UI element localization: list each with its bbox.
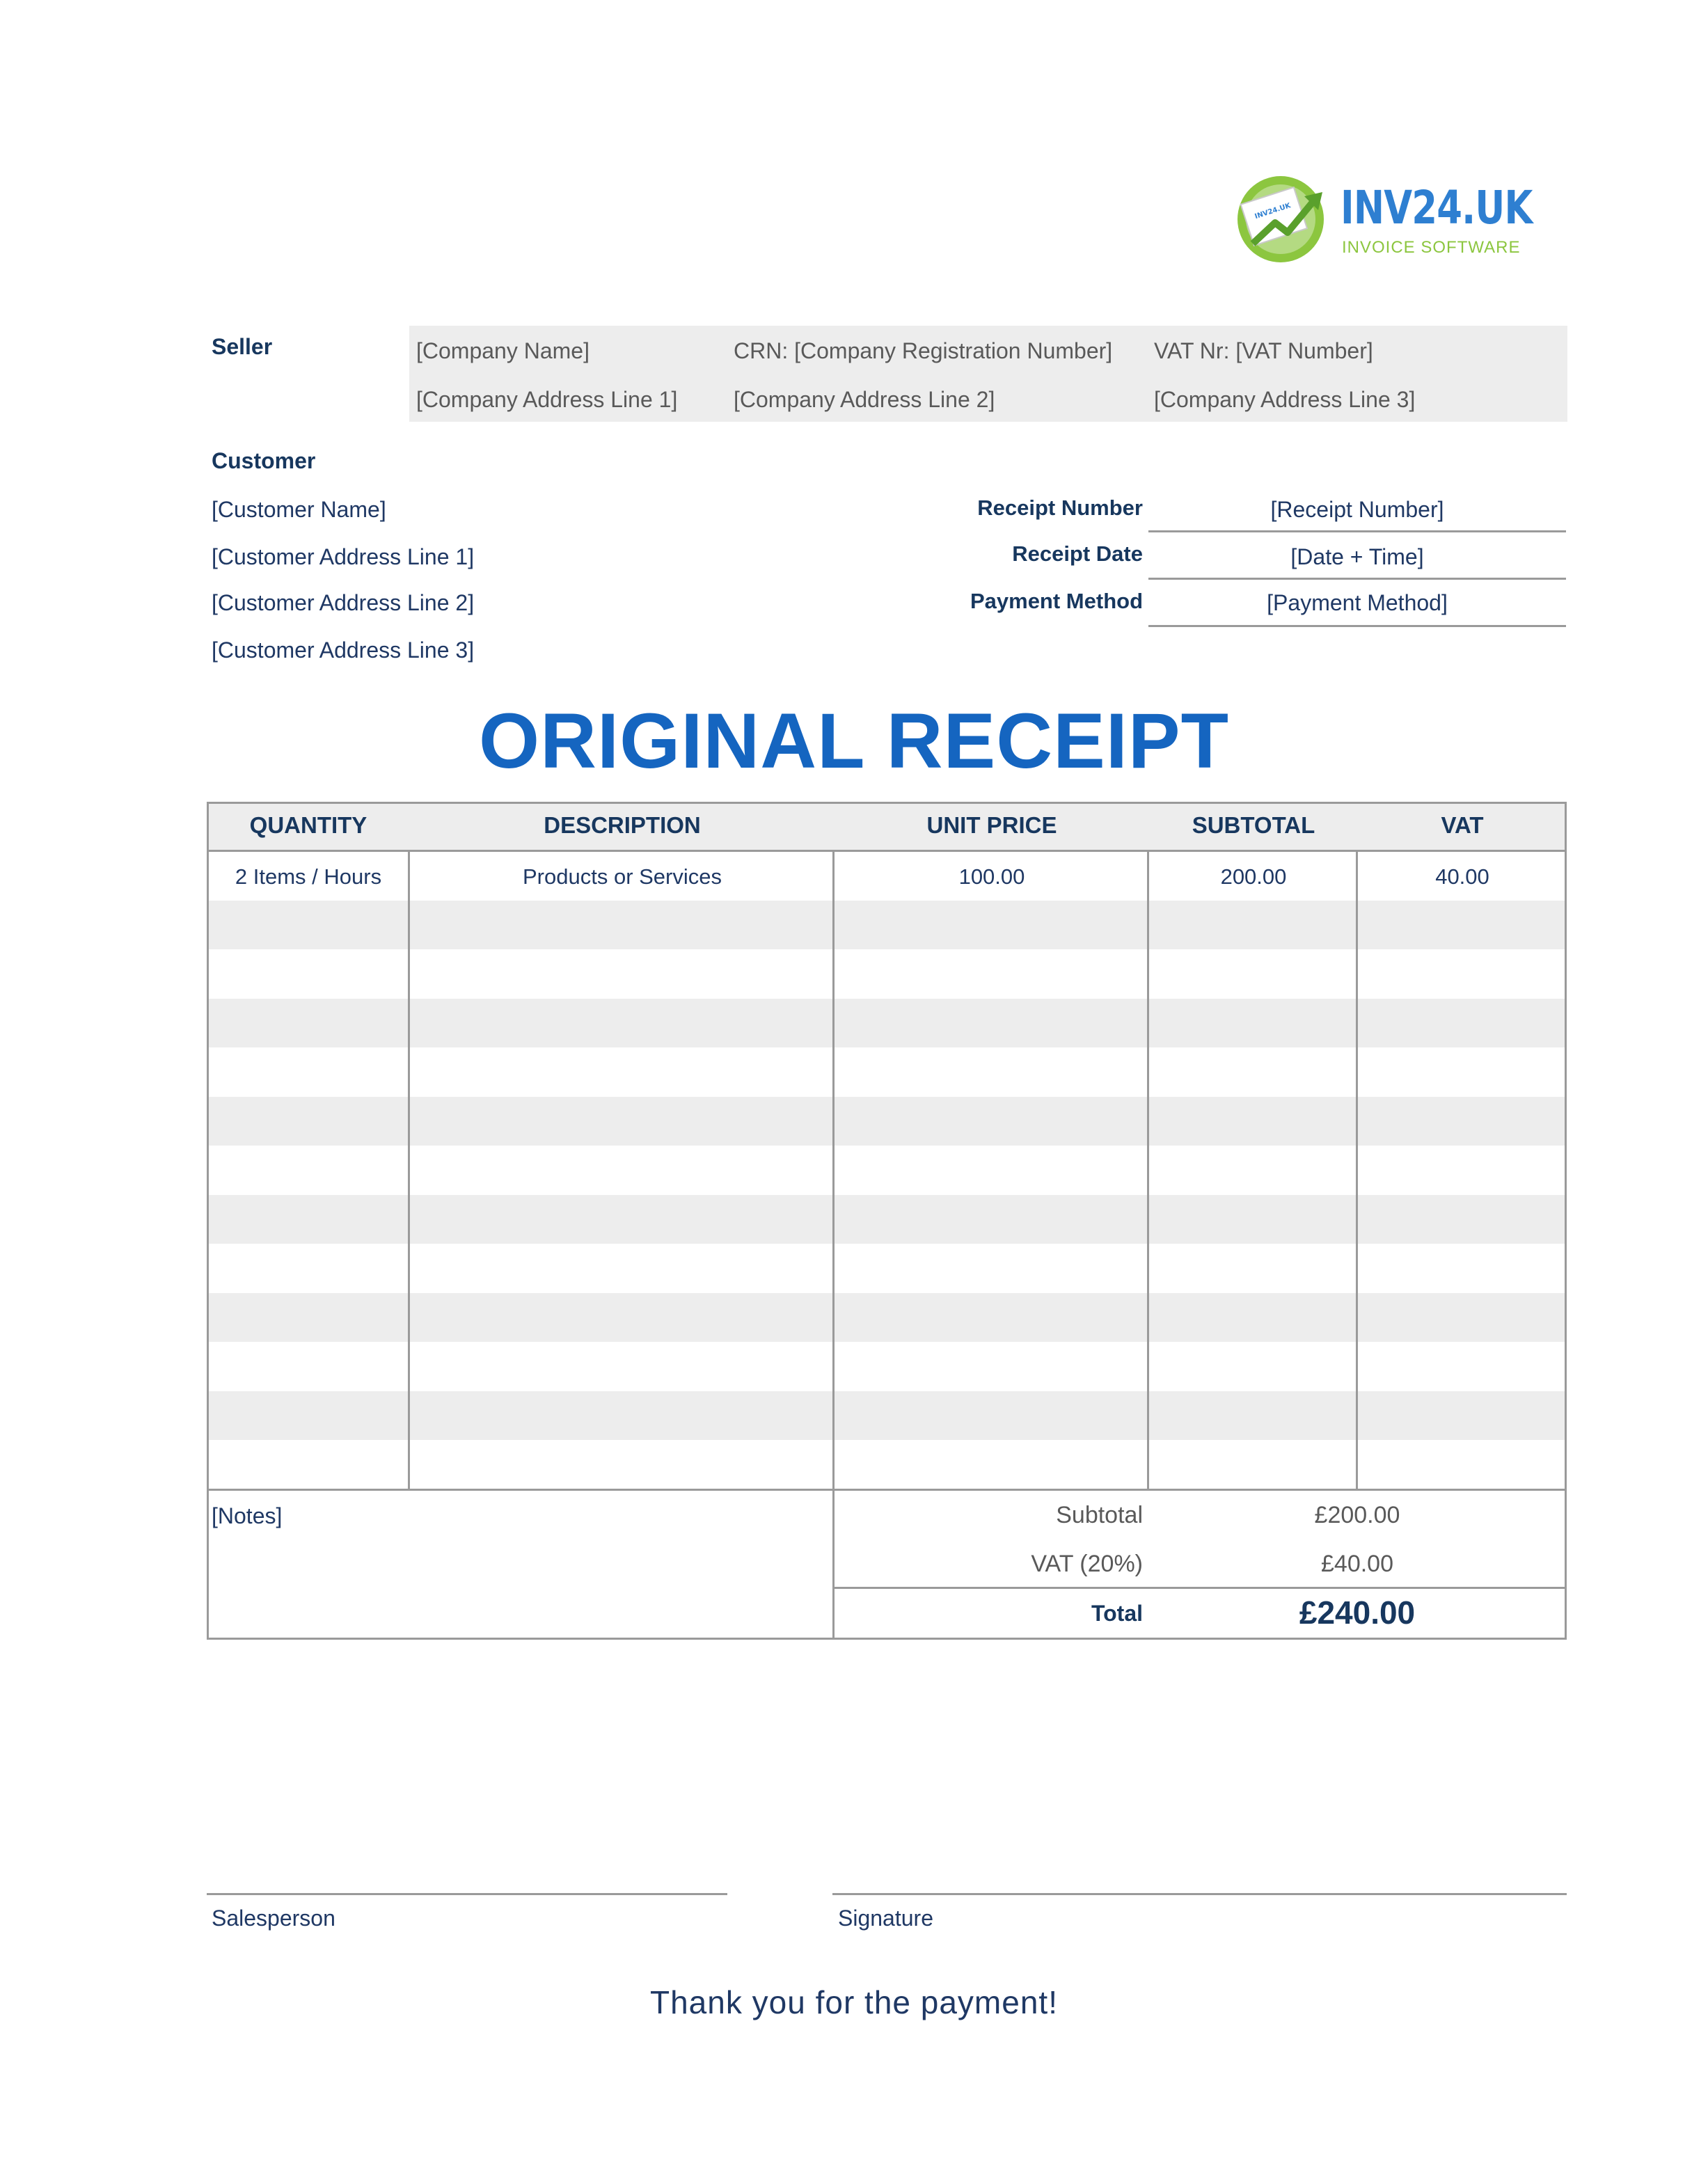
total-divider (832, 1587, 1567, 1589)
column-divider (1147, 850, 1149, 1490)
logo-icon (1232, 174, 1336, 264)
payment-method-label: Payment Method (970, 589, 1143, 613)
salesperson-line (207, 1893, 727, 1895)
column-divider (832, 850, 835, 1640)
summary-total-label: Total (1091, 1601, 1143, 1626)
receipt-date-value: [Date + Time] (1290, 544, 1424, 569)
payment-method-value: [Payment Method] (1267, 590, 1448, 615)
logo-brand-text: INV24.UK (1341, 181, 1533, 235)
seller-address-line-1: [Company Address Line 1] (416, 387, 678, 412)
seller-vat-number: VAT Nr: [VAT Number] (1154, 338, 1373, 363)
header-vat: VAT (1441, 812, 1484, 838)
header-quantity: QUANTITY (249, 812, 367, 838)
receipt-number-value: [Receipt Number] (1270, 497, 1444, 522)
receipt-date-underline (1148, 578, 1566, 580)
receipt-number-label: Receipt Number (977, 496, 1143, 520)
logo-tagline: INVOICE SOFTWARE (1342, 238, 1521, 257)
signature-label: Signature (838, 1906, 933, 1931)
row-subtotal: 200.00 (1220, 864, 1287, 889)
svg-text:INV24.UK: INV24.UK (1254, 202, 1292, 221)
notes-text: [Notes] (212, 1503, 283, 1528)
seller-address-line-3: [Company Address Line 3] (1154, 387, 1416, 412)
seller-label: Seller (212, 334, 273, 359)
receipt-date-label: Receipt Date (1012, 541, 1143, 566)
summary-total-value: £240.00 (1299, 1594, 1416, 1631)
signature-line (832, 1893, 1567, 1895)
header-subtotal: SUBTOTAL (1192, 812, 1315, 838)
customer-name: [Customer Name] (212, 497, 386, 522)
customer-address-line-1: [Customer Address Line 1] (212, 544, 475, 569)
summary-subtotal-label: Subtotal (1056, 1502, 1143, 1528)
seller-company-name: [Company Name] (416, 338, 590, 363)
seller-crn: CRN: [Company Registration Number] (734, 338, 1113, 363)
summary-vat-value: £40.00 (1321, 1551, 1393, 1577)
summary-vat-label: VAT (20%) (1031, 1551, 1143, 1577)
column-divider (408, 850, 410, 1490)
seller-address-line-2: [Company Address Line 2] (734, 387, 995, 412)
customer-address-line-2: [Customer Address Line 2] (212, 590, 475, 615)
payment-method-underline (1148, 625, 1566, 627)
company-logo (1232, 174, 1533, 264)
column-divider (1356, 850, 1358, 1490)
table-body-bottom-divider (207, 1489, 1567, 1491)
row-quantity: 2 Items / Hours (235, 864, 382, 889)
row-vat: 40.00 (1435, 864, 1489, 889)
summary-subtotal-value: £200.00 (1314, 1502, 1400, 1528)
receipt-title: ORIGINAL RECEIPT (478, 697, 1230, 784)
receipt-number-underline (1148, 530, 1566, 532)
table-header-divider (207, 850, 1567, 852)
customer-address-line-3: [Customer Address Line 3] (212, 638, 475, 663)
header-unit-price: UNIT PRICE (926, 812, 1057, 838)
row-unit-price: 100.00 (958, 864, 1025, 889)
thank-you-message: Thank you for the payment! (650, 1984, 1058, 2020)
salesperson-label: Salesperson (212, 1906, 335, 1931)
customer-label: Customer (212, 448, 316, 473)
row-description: Products or Services (523, 864, 722, 889)
header-description: DESCRIPTION (544, 812, 701, 838)
